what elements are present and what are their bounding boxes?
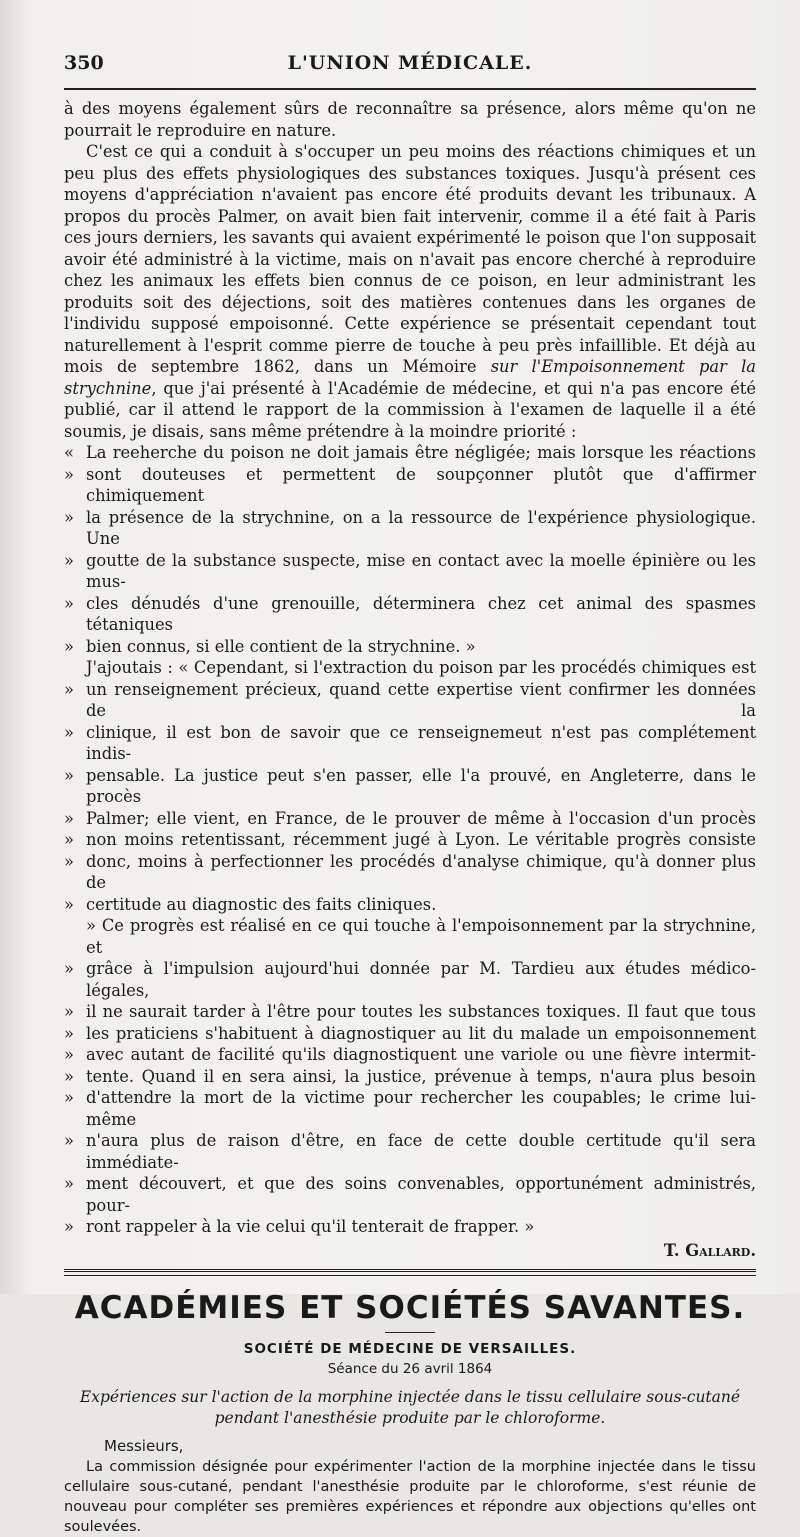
quote-mark: » [64,765,74,785]
article-body [64,98,756,1261]
quote-line [64,722,756,765]
quote-text: J'ajoutais : « Cependant, si l'extraction du poison par les procédés chimiques est [86,658,756,677]
quote-2-intro [64,657,756,679]
quote-text: cles dénudés d'une grenouille, déterminera chez cet animal des spasmes tétaniques [86,593,756,634]
quote-text: d'attendre la mort de la victime pour rechercher les coupables; le crime lui-même [86,1088,756,1129]
session-date: Séance du 26 avril 1864 [327,1361,493,1377]
quote-line [64,593,756,636]
quote-text: clinique, il est bon de savoir que ce renseignemeut n'est pas complétement indis- [86,722,756,763]
quote-line [64,894,756,916]
quote-text: ront rappeler à la vie celui qu'il tenterait de frapper. » [86,1217,535,1236]
quote-line [64,1130,756,1173]
quote-line [64,851,756,894]
quote-text: grâce à l'impulsion aujourd'hui donnée par M. Tardieu aux études médico-légales, [86,959,756,1000]
section-title: ACADÉMIES ET SOCIÉTÉS SAVANTES. [74,1290,746,1326]
running-title: L'UNION MÉDICALE. [287,52,533,74]
quote-text: certitude au diagnostic des faits cliniques. [86,894,437,914]
quote-mark: » [64,507,74,527]
quote-text: ment découvert, et que des soins convenables, opportunément administrés, pour- [86,1174,756,1215]
title-rule [385,1332,435,1333]
quote-line [64,1044,756,1066]
page-number: 350 [64,52,104,74]
quote-block-3 [64,915,756,1238]
quote-mark: » [64,1002,74,1021]
paragraph-2-text-a: C'est ce qui a conduit à s'occuper un peu moins des réactions chimiques et un peu plus des effets physiologiques des substances toxiques. Jusqu'à présent ces moyens d'appréciation n'avaient pas encore été produits devant les tribunaux. A propos du procès Palmer, on avait bien fait intervenir, comme il a été fait à Paris ces jours derniers, les savants qui avaient expérimenté le poison que l'on supposait avoir été administré à la victime, mais on n'avait pas encore cherché à reproduire chez les animaux les effets bien connus de ce poison, en leur administrant les produits soit des déjections, soit des matières contenues dans les organes de l'individu supposé empoisonné. Cette expérience se présentait cependant tout naturellement à l'esprit comme pierre de touche à peu près infaillible. Et déjà au mois de septembre 1862, dans un Mémoire [64,142,756,376]
quote-line [64,1173,756,1216]
quote-text: un renseignement précieux, quand cette expertise vient confirmer les données de la [86,679,756,720]
report-paragraph: La commission désignée pour expérimenter l'action de la morphine injectée dans le tissu cellulaire sous-cutané, pendant l'anesthésie produite par le chloroforme, s'est réunie de nouveau pour compléter ses premières expériences et répondre aux objections qu'elles ont soulevées. [64,1459,756,1535]
quote-line [64,915,756,958]
quote-mark: » [64,1066,74,1086]
quote-text: la présence de la strychnine, on a la ressource de l'expérience physiologique. Une [86,507,756,548]
quote-line [64,765,756,808]
quote-line [64,442,756,464]
quote-mark: » [64,464,74,484]
quote-line [64,808,756,830]
quote-block-2 [64,679,756,916]
quote-text: La reeherche du poison ne doit jamais être négligée; mais lorsque les réactions [86,443,756,462]
quote-text: sont douteuses et permettent de soupçonner plutôt que d'affirmer chimiquement [86,464,756,505]
paragraph-2 [64,141,756,442]
salutation: Messieurs, [104,1437,184,1455]
quote-text: Palmer; elle vient, en France, de le prouver de même à l'occasion d'un procès [86,808,756,828]
quote-mark: » [64,959,74,978]
section-separator [64,1269,756,1276]
quote-line [64,958,756,1001]
quote-text: tente. Quand il en sera ainsi, la justice, prévenue à temps, n'aura plus besoin [86,1066,756,1086]
quote-mark: » [64,593,74,613]
quote-line [64,507,756,550]
quote-text: les praticiens s'habituent à diagnostiquer au lit du malade un empoisonnement [86,1023,756,1043]
quote-text: il ne saurait tarder à l'être pour toutes les substances toxiques. Il faut que tous [86,1002,756,1021]
quote-mark: » [64,1131,74,1150]
paragraph-2-text-b: , que j'ai présenté à l'Académie de médecine, et qui n'a pas encore été publié, car il attend le rapport de la commission à l'examen de laquelle il a été soumis, je disais, sans même prétendre à la moindre priorité : [64,378,756,441]
quote-mark: » [64,894,74,914]
quote-line [64,636,756,658]
quote-mark: » [64,808,74,828]
quote-line [64,1066,756,1088]
quote-mark: » [64,1217,74,1236]
quote-line [64,679,756,722]
quote-line [64,1216,756,1238]
quote-text: avec autant de facilité qu'ils diagnostiquent une variole ou une fièvre intermit- [86,1045,756,1064]
quote-mark: » [64,851,74,871]
society-name: SOCIÉTÉ DE MÉDECINE DE VERSAILLES. [243,1341,577,1357]
quote-line [64,1001,756,1023]
quote-mark: » [64,1088,74,1107]
quote-mark: » [64,1045,74,1064]
quote-block-1 [64,442,756,657]
quote-mark: » [64,722,74,742]
author-signature: T. Gallard. [663,1240,756,1260]
quote-line [64,464,756,507]
quote-text: » Ce progrès est réalisé en ce qui touche à l'empoisonnement par la strychnine, et [86,916,756,957]
page-header [64,52,756,82]
header-rule [64,88,756,90]
paragraph-1: à des moyens également sûrs de reconnaître sa présence, alors même qu'on ne pourrait le reproduire en nature. [64,99,756,140]
quote-mark: « [64,443,74,462]
quote-text: pensable. La justice peut s'en passer, elle l'a prouvé, en Angleterre, dans le procès [86,765,756,806]
quote-line [64,1087,756,1130]
quote-line [64,1023,756,1045]
quote-text: donc, moins à perfectionner les procédés d'analyse chimique, qu'à donner plus de [86,851,756,892]
quote-mark: » [64,679,74,699]
quote-mark: » [64,830,74,849]
quote-mark: » [64,1023,74,1043]
memoir-title: sur l'Empoisonnement par la strychnine [64,357,756,398]
quote-text: bien connus, si elle contient de la strychnine. » [86,636,476,656]
paper-title: Expériences sur l'action de la morphine injectée dans le tissu cellulaire sous-cutané pendant l'anesthésie produite par le chloroforme. [79,1388,741,1427]
quote-mark: » [64,1174,74,1193]
quote-mark [64,915,86,958]
quote-text: n'aura plus de raison d'être, en face de cette double certitude qu'il sera immédiate- [86,1131,756,1172]
quote-text: goutte de la substance suspecte, mise en contact avec la moelle épinière ou les mus- [86,550,756,591]
quote-mark: » [64,636,74,656]
quote-mark: » [64,550,74,570]
quote-line [64,550,756,593]
quote-text: non moins retentissant, récemment jugé à Lyon. Le véritable progrès consiste [86,830,756,849]
quote-line [64,829,756,851]
